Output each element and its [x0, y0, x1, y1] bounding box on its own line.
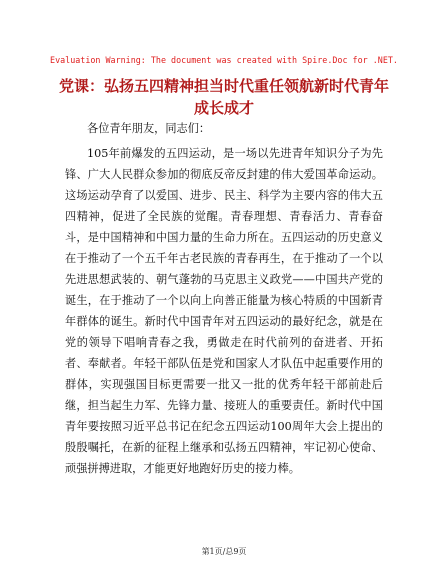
page-footer: 第1页/总9页 [201, 547, 247, 556]
evaluation-warning: Evaluation Warning: The document was created with Spire.Doc for .NET. [50, 55, 398, 65]
greeting-line: 各位青年朋友，同志们： [87, 122, 211, 135]
body-paragraph: 105年前爆发的五四运动，是一场以先进青年知识分子为先锋、广大人民群众参加的彻底反帝反封建的伟大爱国革命运动。这场运动孕育了以爱国、进步、民主、科学为主要内容的伟大五四精神，促进了全民族的觉醒。青春理想、青春活力、青春奋斗，是中国精神和中国力量的生命力所在。五四运动的历史意义在于推动了一个五千年古老民族的青春再生，在于推动了一个以先进思想武装的、朝气蓬勃的马克思主义政党——中国共产党的诞生，在于推动了一个以向上向善正能量为核心特质的中国新青年群体的诞生。新时代中国青年对五四运动的最好纪念，就是在党的领导下唱响青春之我，勇做走在时代前列的奋进者、开拓者、奉献者。年轻干部队伍是党和国家人才队伍中起重要作用的群体，实现强国目标更需要一批又一批的优秀年轻干部前赴后继，担当起生力军、先锋力量、接班人的重要责任。新时代中国青年要按照习近平总书记在纪念五四运动100周年大会上提出的殷殷嘱托，在新的征程上继承和弘扬五四精神，牢记初心使命、顽强拼搏进取，才能更好地跑好历史的接力棒。 [65, 147, 383, 475]
document-title: 党课：弘扬五四精神担当时代重任领航新时代青年成长成才 [58, 77, 389, 117]
document-body [65, 118, 383, 479]
